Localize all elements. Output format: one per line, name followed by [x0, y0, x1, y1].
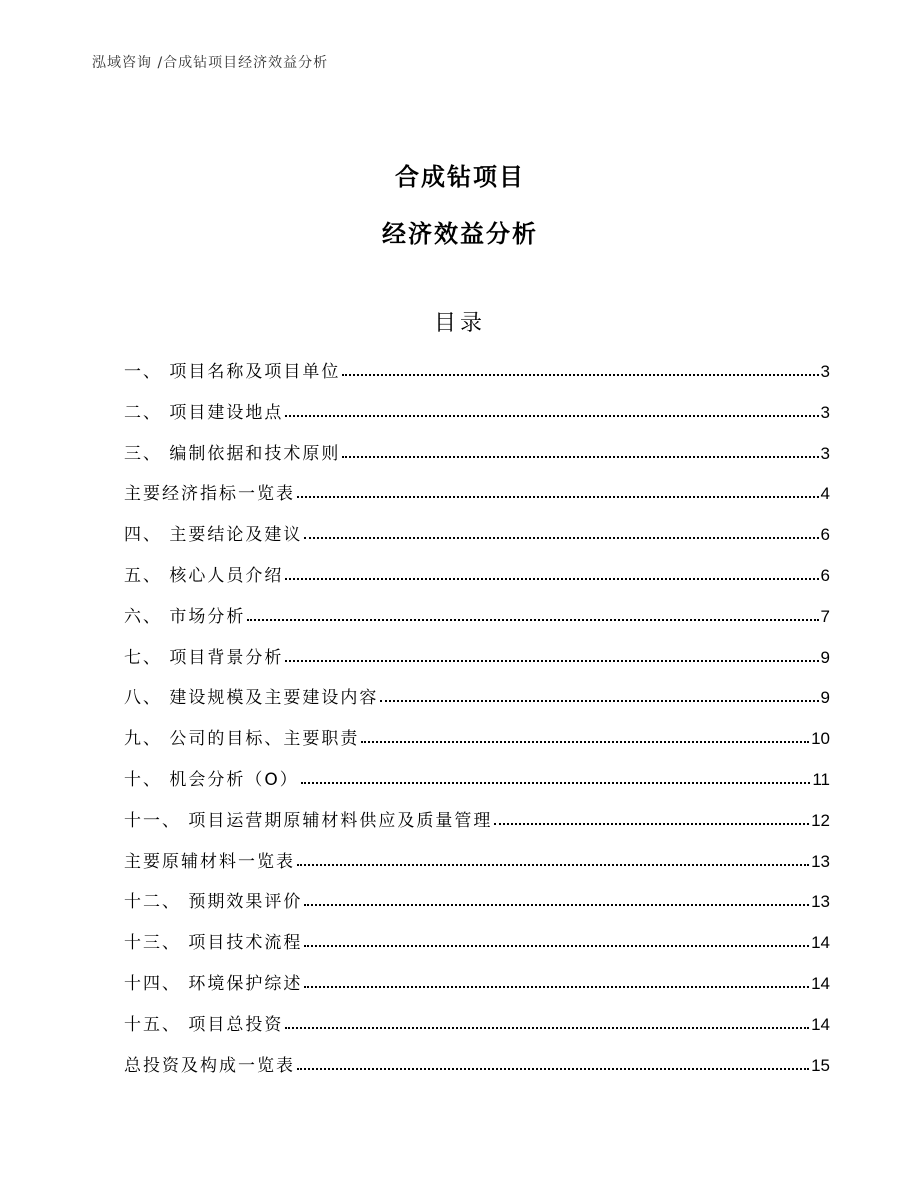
toc-entry-page: 3 — [820, 362, 830, 381]
toc-leader-dots — [342, 373, 818, 376]
toc-entry-page: 14 — [811, 933, 830, 953]
table-of-contents — [124, 356, 830, 1090]
toc-entry-page: 6 — [820, 525, 830, 545]
toc-leader-dots — [285, 1026, 809, 1029]
toc-entry-page: 10 — [811, 729, 830, 749]
toc-entry[interactable] — [124, 764, 830, 805]
toc-leader-dots — [342, 455, 818, 458]
toc-leader-dots — [301, 781, 811, 784]
toc-entry[interactable] — [124, 356, 830, 397]
toc-entry-label: 十四、 环境保护综述 — [124, 973, 303, 994]
toc-entry-page: 6 — [820, 565, 830, 585]
running-header: 泓域咨询 /合成钻项目经济效益分析 — [92, 55, 329, 71]
toc-entry[interactable] — [124, 519, 830, 560]
toc-entry-page: 14 — [811, 1014, 830, 1034]
toc-entry-label: 主要原辅材料一览表 — [124, 851, 295, 872]
toc-entry-page: 14 — [811, 973, 830, 993]
toc-entry[interactable] — [124, 397, 830, 438]
toc-entry[interactable] — [124, 601, 830, 642]
toc-leader-dots — [304, 985, 809, 988]
toc-entry[interactable] — [124, 805, 830, 846]
toc-entry[interactable] — [124, 478, 830, 519]
toc-entry[interactable] — [124, 438, 830, 479]
toc-entry-label: 七、 项目背景分析 — [124, 647, 284, 668]
toc-entry-label: 十三、 项目技术流程 — [124, 933, 303, 954]
toc-entry[interactable] — [124, 682, 830, 723]
toc-entry-label: 十一、 项目运营期原辅材料供应及质量管理 — [124, 810, 493, 831]
toc-entry-label: 一、 项目名称及项目单位 — [124, 362, 341, 382]
toc-leader-dots — [285, 414, 818, 417]
toc-heading: 目录 — [433, 311, 486, 336]
toc-leader-dots — [247, 618, 818, 621]
toc-entry-page: 3 — [820, 402, 830, 422]
toc-entry[interactable] — [124, 846, 830, 887]
toc-entry-page: 12 — [811, 810, 830, 830]
toc-entry-label: 二、 项目建设地点 — [124, 402, 284, 423]
toc-entry-label: 十、 机会分析（O） — [124, 769, 299, 790]
toc-leader-dots — [304, 536, 818, 539]
toc-entry-label: 八、 建设规模及主要建设内容 — [124, 688, 379, 709]
toc-entry-label: 四、 主要结论及建议 — [124, 525, 303, 546]
toc-entry[interactable] — [124, 1050, 830, 1091]
toc-entry-page: 4 — [820, 484, 830, 504]
toc-leader-dots — [297, 863, 809, 866]
toc-entry-label: 五、 核心人员介绍 — [124, 565, 284, 586]
toc-entry-page: 11 — [812, 769, 830, 789]
toc-leader-dots — [304, 903, 809, 906]
toc-leader-dots — [285, 659, 818, 662]
toc-entry[interactable] — [124, 723, 830, 764]
toc-entry[interactable] — [124, 642, 830, 683]
toc-leader-dots — [361, 740, 809, 743]
toc-leader-dots — [304, 944, 809, 947]
toc-entry[interactable] — [124, 968, 830, 1009]
toc-leader-dots — [297, 1067, 809, 1070]
document-title: 合成钻项目 — [395, 163, 525, 191]
toc-entry-page: 7 — [820, 606, 830, 626]
toc-entry[interactable] — [124, 560, 830, 601]
toc-entry-page: 13 — [811, 892, 830, 912]
toc-entry[interactable] — [124, 886, 830, 927]
toc-entry-label: 十二、 预期效果评价 — [124, 892, 303, 913]
toc-entry-page: 13 — [811, 851, 830, 871]
toc-leader-dots — [297, 495, 819, 498]
toc-entry-label: 三、 编制依据和技术原则 — [124, 443, 341, 464]
document-subtitle: 经济效益分析 — [382, 220, 538, 248]
toc-entry-label: 总投资及构成一览表 — [124, 1055, 295, 1076]
toc-entry[interactable] — [124, 927, 830, 968]
toc-leader-dots — [285, 577, 818, 580]
toc-entry-label: 六、 市场分析 — [124, 606, 246, 627]
toc-entry-label: 主要经济指标一览表 — [124, 484, 295, 505]
toc-entry-page: 9 — [820, 647, 830, 667]
toc-entry-page: 9 — [820, 688, 830, 708]
toc-entry[interactable] — [124, 1009, 830, 1050]
toc-entry-page: 3 — [820, 443, 830, 463]
toc-leader-dots — [380, 699, 818, 702]
toc-entry-label: 十五、 项目总投资 — [124, 1014, 284, 1035]
toc-entry-label: 九、 公司的目标、主要职责 — [124, 729, 360, 750]
toc-entry-page: 15 — [811, 1055, 830, 1075]
toc-leader-dots — [494, 822, 809, 825]
